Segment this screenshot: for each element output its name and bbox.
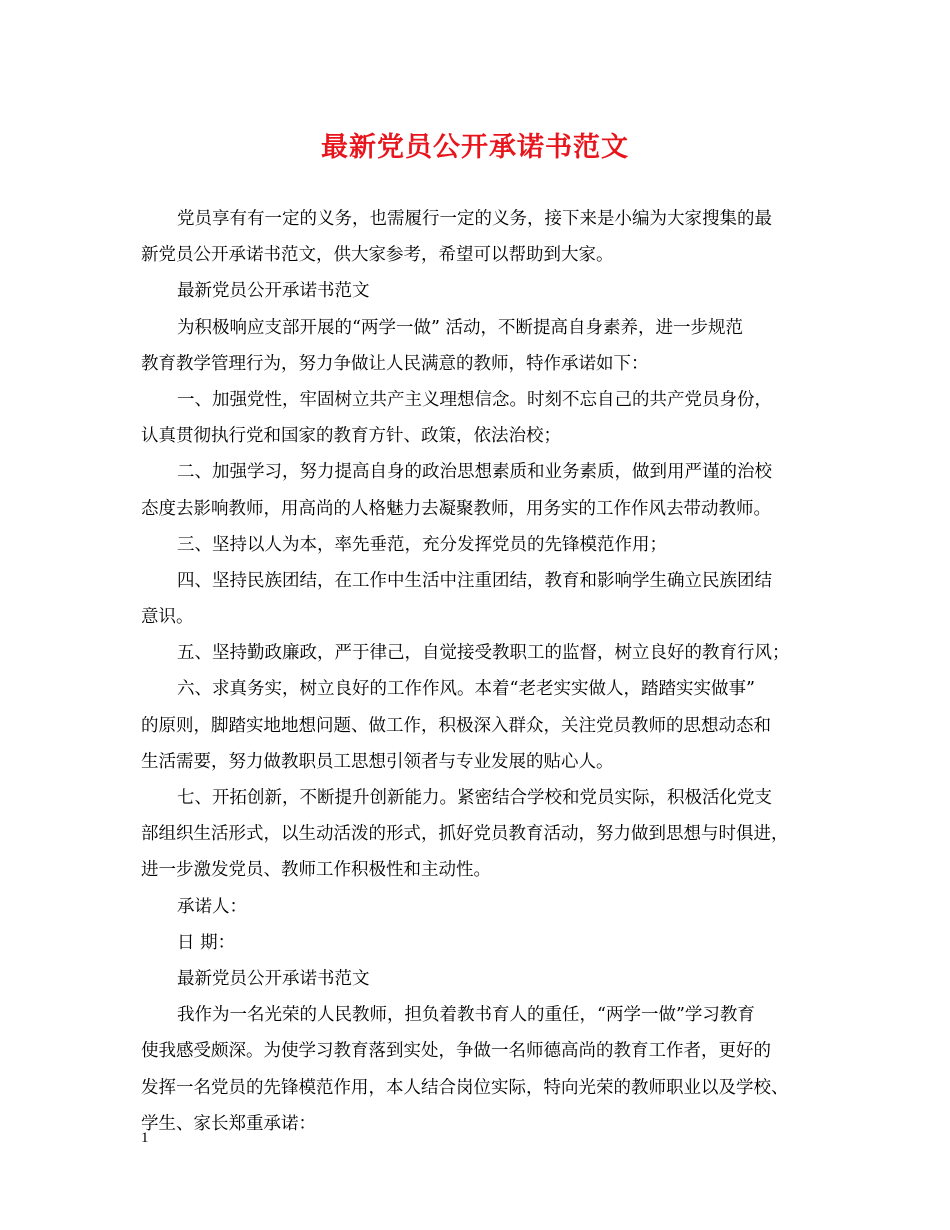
document-title: 最新党员公开承诺书范文	[321, 132, 629, 163]
text-line: 学生、家长郑重承诺：	[141, 1113, 316, 1134]
text-line: 七、开拓创新，不断提升创新能力。紧密结合学校和党员实际，积极活化党支	[177, 788, 772, 808]
text-line: 为积极响应支部开展的“两学一做” 活动，不断提高自身素养，进一步规范	[177, 317, 743, 338]
text-line: 的原则，脚踏实地地想问题、做工作，积极深入群众，关注党员教师的思想动态和	[141, 715, 771, 736]
text-line: 使我感受颇深。为使学习教育落到实处，争做一名师德高尚的教育工作者，更好的	[141, 1041, 771, 1062]
text-line: 发挥一名党员的先锋模范作用，本人结合岗位实际，特向光荣的教师职业以及学校、	[141, 1077, 789, 1098]
text-line: 三、坚持以人为本，率先垂范，充分发挥党员的先锋模范作用；	[177, 534, 667, 555]
text-line: 进一步激发党员、教师工作积极性和主动性。	[141, 860, 491, 881]
text-line: 六、求真务实，树立良好的工作作风。本着“老老实实做人，踏踏实实做事”	[177, 679, 755, 700]
text-line: 一、加强党性，牢固树立共产主义理想信念。时刻不忘自己的共产党员身份，	[177, 389, 772, 410]
text-line: 最新党员公开承诺书范文	[177, 281, 370, 302]
text-line: 党员享有有一定的义务，也需履行一定的义务，接下来是小编为大家搜集的最	[177, 209, 772, 229]
text-line: 教育教学管理行为，努力争做让人民满意的教师，特作承诺如下：	[141, 353, 649, 374]
text-line: 四、坚持民族团结，在工作中生活中注重团结，教育和影响学生确立民族团结	[177, 570, 772, 591]
document-body	[141, 201, 815, 1142]
text-line: 态度去影响教师，用高尚的人格魅力去凝聚教师，用务实的工作作风去带动教师。	[141, 498, 771, 519]
text-line: 承诺人：	[177, 896, 247, 917]
text-line: 认真贯彻执行党和国家的教育方针、政策，依法治校；	[141, 426, 561, 447]
text-line: 我作为一名光荣的人民教师，担负着教书育人的重任，“两学一做”学习教育	[177, 1005, 755, 1026]
text-line: 二、加强学习，努力提高自身的政治思想素质和业务素质，做到用严谨的治校	[177, 462, 772, 483]
text-line: 意识。	[141, 607, 194, 628]
text-line: 最新党员公开承诺书范文	[177, 968, 370, 989]
text-line: 生活需要，努力做教职员工思想引领者与专业发展的贴心人。	[141, 751, 614, 772]
page-number: 1	[141, 1130, 149, 1146]
text-line: 五、坚持勤政廉政，严于律己，自觉接受教职工的监督，树立良好的教育行风；	[177, 643, 790, 664]
text-line: 日 期：	[177, 932, 236, 953]
text-line: 新党员公开承诺书范文，供大家参考，希望可以帮助到大家。	[141, 245, 614, 266]
text-line: 部组织生活形式，以生动活泼的形式，抓好党员教育活动，努力做到思想与时俱进，	[141, 824, 789, 845]
